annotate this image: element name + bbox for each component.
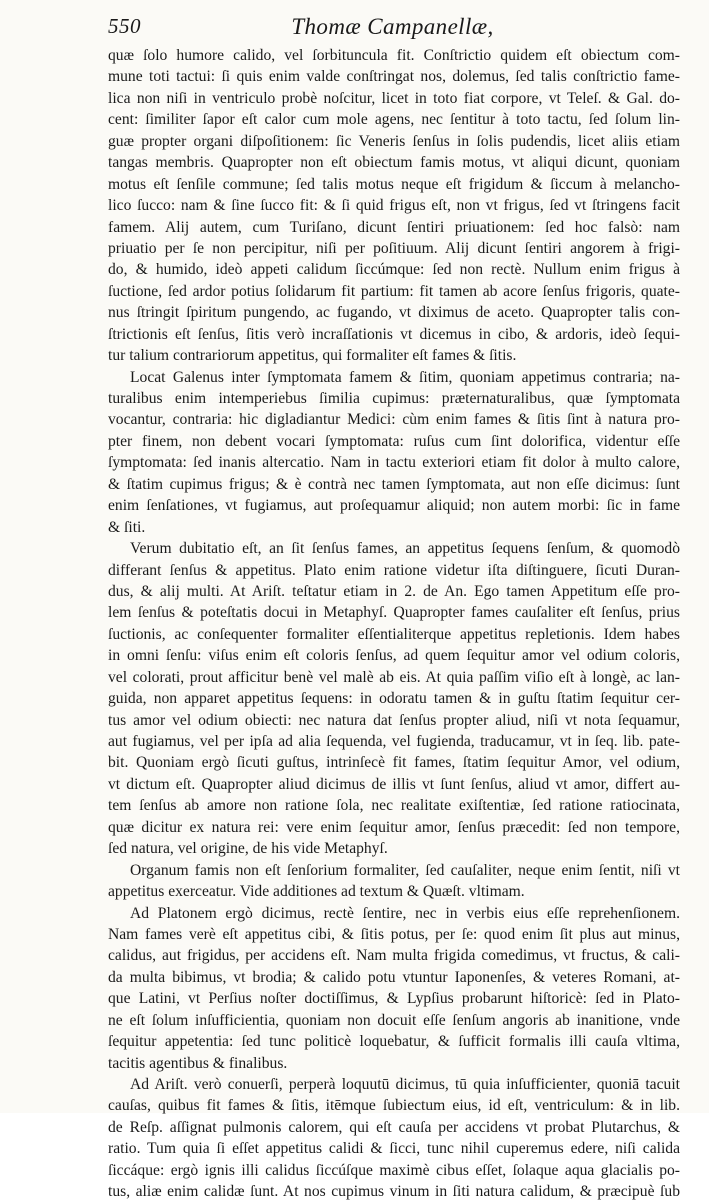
text-line: Locat Galenus inter ſymptomata famem & ſitim, quoniam appetimus contraria; na- xyxy=(130,368,680,386)
text-line: differant ſenſus & appetitus. Plato enim ratione videtur iſta diſtinguere, ſicuti Duran- xyxy=(108,561,680,579)
text-line: ſed natura, vel origine, de his vide Metaphyſ. xyxy=(108,840,388,858)
text-line: Nam fames verè eſt appetitus cibi, & ſitis potus, per ſe: quod enim ſit plus aut minus, xyxy=(108,925,680,943)
text-line: ſymptomata: ſed inanis altercatio. Nam in tactu exteriori etiam fit dolor à multo calore, xyxy=(108,454,680,472)
text-line: & ſtatim cupimus frigus; & è contrà nec tamen ſymptomata, aut non eſſe dicimus: ſunt xyxy=(108,475,680,493)
text-line: ſtrictionis eſt ſenſus, ſitis verò incraſſationis vt dicemus in cibo, & ardoris, ideò ſequi- xyxy=(108,325,680,343)
text-line: que Latini, vt Perſius noſter doctiſſimus, & Lypſius probarunt hiſtoricè: ſed in Plato- xyxy=(108,990,680,1008)
text-body xyxy=(108,45,680,1203)
page-header xyxy=(108,14,677,44)
text-line: ſiccáque: ergò ignis illi calidus ſiccúſque maximè cibus eſſet, ſolaque aqua glacialis po- xyxy=(108,1161,680,1179)
text-line: tus, aliæ enim calidæ ſunt. At nos cupimus vinum in ſiti natura calidum, & præcipuè ſub xyxy=(108,1183,680,1201)
text-line: tangas membris. Quapropter non eſt obiectum famis motus, vt aliqui dicunt, quoniam xyxy=(108,154,680,172)
text-line: nus ſtringit ſpiritum pungendo, ac fugando, vt diximus de aceto. Quapropter talis con- xyxy=(108,304,680,322)
text-line: tur talium contrariorum appetitus, qui formaliter eſt fames & ſitis. xyxy=(108,347,517,365)
text-line: in omni ſenſu: viſus enim eſt coloris ſenſus, ad quem ſequitur amor vel odium coloris, xyxy=(108,647,680,665)
text-line: enim ſenſationes, vt fugiamus, aut proſequamur aliquid; non autem morbi: ſic in fame xyxy=(108,497,680,515)
text-line: ſuctionis, ac conſequenter formaliter eſſentialiterque appetitus repletionis. Idem habes xyxy=(108,625,680,643)
text-line: ratio. Tum quia ſi eſſet appetitus calidi & ſicci, tunc nihil cuperemus edere, niſi calida xyxy=(108,1140,680,1158)
text-line: vt dictum eſt. Quapropter aliud dicimus de illis vt ſunt ſenſus, aliud vt amor, differt au- xyxy=(108,775,680,793)
text-line: lico ſucco: nam & ſine ſucco fit: & ſi quid frigus eſt, non vt frigus, ſed vt ſtringens facit xyxy=(108,197,680,215)
text-line: Verum dubitatio eſt, an ſit ſenſus fames, an appetitus ſequens ſenſum, & quomodò xyxy=(130,540,680,558)
running-title: Thomæ Campanellæ, xyxy=(291,14,494,39)
text-line: vocantur, contraria: hic digladiantur Medici: cùm enim fames & ſitis ſint à natura pro- xyxy=(108,411,680,429)
text-line: quæ dicitur ex natura rei: vere enim ſequitur amor, ſenſus præcedit: ſed non tempore, xyxy=(108,818,680,836)
text-line: ſequitur appetentia: ſed tunc politicè loquebatur, & ſufficit formalis illi cauſa vltima, xyxy=(108,1033,680,1051)
text-line: priuatio per ſe non percipitur, niſi per poſitiuum. Alij dicunt ſentiri angorem à frigi- xyxy=(108,239,680,257)
text-line: guæ propter organi diſpoſitionem: ſic Veneris ſenſus in ſolis pudendis, licet aliis etiam xyxy=(108,132,680,150)
text-line: do, & humido, ideò appeti calidum ſiccúmque: ſed non rectè. Nullum enim frigus à xyxy=(108,261,680,279)
text-line: Ad Ariſt. verò conuerſi, perperà loquutū dicimus, tū quia inſufficienter, quoniā tacuit xyxy=(130,1076,680,1093)
text-line: cauſas, quibus fit fames & ſitis, itēmque ſubiectum eius, id eſt, ventriculum: & in lib. xyxy=(108,1097,680,1115)
text-line: motus eſt ſenſile commune; ſed talis motus neque eſt frigidum & ſiccum à melancho- xyxy=(108,175,680,193)
text-line: tus amor vel odium obiecti: nec natura dat ſenſus propter aliud, niſi vt nota ſequamur, xyxy=(108,711,680,729)
text-line: bit. Quoniam ergò ſicuti guſtus, intrinſecè fit fames, ſtatim ſequitur Amor, vel odium, xyxy=(108,754,680,772)
text-line: lica non niſi in ventriculo probè noſcitur, licet in toto fiat corpore, vt Teleſ. & Gal. do- xyxy=(108,89,680,107)
text-line: vel colorati, prout afficitur benè vel malè ab eis. At quia paſſim viſio eſt à longè, ac lan- xyxy=(108,668,680,686)
text-line: pter finem, non debent vocari ſymptomata: ruſus cum ſint dolorifica, videntur eſſe xyxy=(108,432,680,450)
text-line: ſuctione, ſed ardor potius ſolidarum fit partium: fit tamen ab acore ſenſus frigoris, quate- xyxy=(108,282,680,300)
text-line: famem. Alij autem, cum Turiſano, dicunt ſentiri priuationem: ſed hoc falsò: nam xyxy=(108,218,680,236)
text-line: da multa bibimus, vt brodia; & calido potu vtuntur Iaponenſes, & veteres Romani, at- xyxy=(108,968,680,986)
page-number: 550 xyxy=(108,14,141,38)
text-line: tacitis agentibus & finalibus. xyxy=(108,1054,288,1072)
text-line: quæ ſolo humore calido, vel ſorbituncula fit. Conſtrictio quidem eſt obiectum com- xyxy=(108,47,680,64)
text-line: ne eſt ſolum inſufficientia, quoniam non docuit eſſe ſenſum angoris ab inanitione, vnde xyxy=(108,1011,680,1029)
text-line: appetitus exerceatur. Vide additiones ad textum & Quæſt. vltimam. xyxy=(108,883,525,901)
text-line: & ſiti. xyxy=(108,518,146,536)
text-line: Ad Platonem ergò dicimus, rectè ſentire, nec in verbis eius eſſe reprehenſionem. xyxy=(130,904,680,922)
text-line: lem ſenſus & poteſtatis docui in Metaphyſ. Quapropter fames cauſaliter eſt ſenſus, prius xyxy=(108,604,680,622)
text-line: dus, & alij multi. At Ariſt. teſtatur etiam in 2. de An. Ego tamen Appetitum eſſe pro- xyxy=(108,582,680,600)
text-line: cent: ſimiliter ſapor eſt calor cum mole agens, nec ſentitur à toto tactu, ſed ſolum lin- xyxy=(108,111,680,129)
text-line: Organum famis non eſt ſenſorium formaliter, ſed cauſaliter, neque enim ſentit, niſi vt xyxy=(130,861,680,879)
text-line: tem ſenſus ab amore non ratione ſola, nec realitate exiſtentiæ, ſed ratione ratiocinata, xyxy=(108,797,680,815)
text-line: guida, non apparet appetitus ſequens: in odoratu tamen & in guſtu ſtatim ſequitur cer- xyxy=(108,690,680,708)
text-line: calidus, aut frigidus, per accidens eſt. Nam multa frigida comedimus, vt fructus, & cali- xyxy=(108,947,680,965)
text-line: turalibus enim intemperiebus ſimilia cupimus: præternaturalibus, quæ ſymptomata xyxy=(108,390,680,407)
text-line: de Reſp. aſſignat pulmonis calorem, qui eſt cauſa per accidens vt probat Plutarchus, & xyxy=(108,1118,680,1136)
text-line: mune toti tactui: ſi quis enim valde conſtringat nos, dolemus, ſed talis conſtrictio fame- xyxy=(108,68,680,86)
text-line: aut fugiamus, vel per ipſa ad alia ſequenda, vel fugienda, traducamur, vt in ſeq. lib. pate- xyxy=(108,733,680,750)
